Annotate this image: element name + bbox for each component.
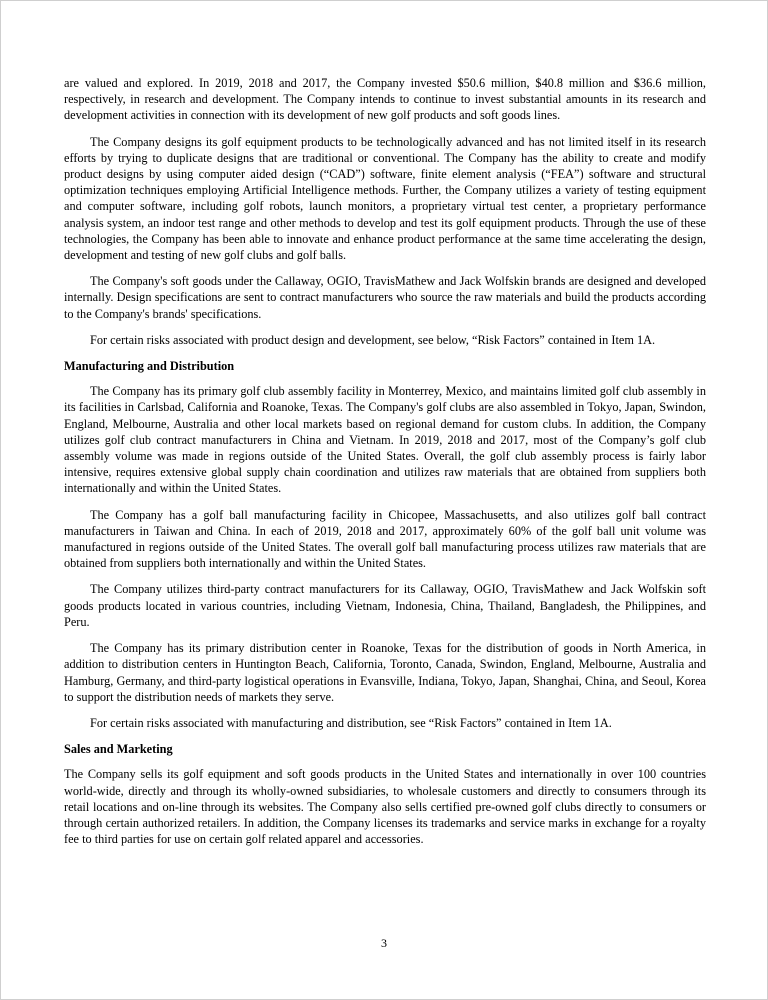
document-body — [64, 75, 706, 857]
paragraph: The Company has its primary distribution center in Roanoke, Texas for the distribution of goods in North America, in addition to distribution centers in Huntington Beach, California, Toronto, Canada, Swindon, England, Melbourne, Australia and Hamburg, Germany, and third-party logistical operations in Evansville, Indiana, Tokyo, Japan, Shanghai, China, and Seoul, Korea to support the distribution needs of markets they serve. — [64, 641, 706, 704]
section-heading-sales-and-marketing: Sales and Marketing — [64, 742, 173, 757]
paragraph: are valued and explored. In 2019, 2018 and 2017, the Company invested $50.6 million, $40.8 million and $36.6 million, respectively, in research and development. The Company intends to continue to invest substantial amounts in its research and development activities in connection with its development of new golf products and soft goods lines. — [64, 76, 706, 123]
paragraph: The Company has its primary golf club assembly facility in Monterrey, Mexico, and maintains limited golf club assembly in its facilities in Carlsbad, California and Roanoke, Texas. The Company's golf clubs are also assembled in Tokyo, Japan, Swindon, England, Melbourne, Australia and other local markets based on regional demand for custom clubs. In addition, the Company utilizes golf club contract manufacturers in China and Vietnam. In 2019, 2018 and 2017, most of the Company’s golf club assembly volume was made in regions outside of the United States. Overall, the golf club assembly process is fairly labor intensive, requires extensive global supply chain coordination and utilizes raw materials that are obtained from suppliers both internationally and within the United States. — [64, 384, 706, 496]
page-number: 3 — [381, 936, 387, 950]
paragraph: For certain risks associated with manufacturing and distribution, see “Risk Factors” contained in Item 1A. — [90, 715, 612, 730]
section-heading-manufacturing-and-distribution: Manufacturing and Distribution — [64, 359, 235, 374]
paragraph: For certain risks associated with product design and development, see below, “Risk Factors” contained in Item 1A. — [90, 332, 656, 347]
paragraph: The Company has a golf ball manufacturing facility in Chicopee, Massachusetts, and also utilizes golf ball contract manufacturers in Taiwan and China. In each of 2019, 2018 and 2017, approximately 60% of the golf ball unit volume was manufactured in regions outside of the United States. The overall golf ball manufacturing process utilizes raw materials that are obtained from suppliers both internationally and within the United States. — [64, 507, 706, 571]
paragraph: The Company sells its golf equipment and soft goods products in the United States and internationally in over 100 countries world-wide, directly and through its wholly-owned subsidiaries, to wholesale customers and directly to consumers through its retail locations and on-line through its websites. The Company also sells certified pre-owned golf clubs directly to consumers or through certain authorized retailers. In addition, the Company licenses its trademarks and service marks in exchange for a royalty fee to third parties for use on certain golf related apparel and accessories. — [64, 767, 706, 847]
paragraph: The Company utilizes third-party contract manufacturers for its Callaway, OGIO, TravisMathew and Jack Wolfskin soft goods products located in various countries, including Vietnam, Indonesia, China, Thailand, Bangladesh, the Philippines, and Peru. — [64, 582, 706, 629]
paragraph: The Company's soft goods under the Callaway, OGIO, TravisMathew and Jack Wolfskin brands are designed and developed internally. Design specifications are sent to contract manufacturers who source the raw materials and build the products according to the Company's brands' specifications. — [64, 274, 706, 321]
paragraph: The Company designs its golf equipment products to be technologically advanced and has not limited itself in its research efforts by trying to duplicate designs that are traditional or conventional. The Company has the ability to create and modify product designs by using computer aided design (“CAD”) software, finite element analysis (“FEA”) software and structural optimization techniques employing Artificial Intelligence methods. Further, the Company utilizes a variety of testing equipment and computer software, including golf robots, launch monitors, a proprietary virtual test center, a proprietary performance analysis system, an indoor test range and other methods to develop and test its golf equipment products. Through the use of these technologies, the Company has been able to innovate and enhance product performance at the same time accelerating the design, development and testing of new golf clubs and golf balls. — [64, 134, 706, 263]
